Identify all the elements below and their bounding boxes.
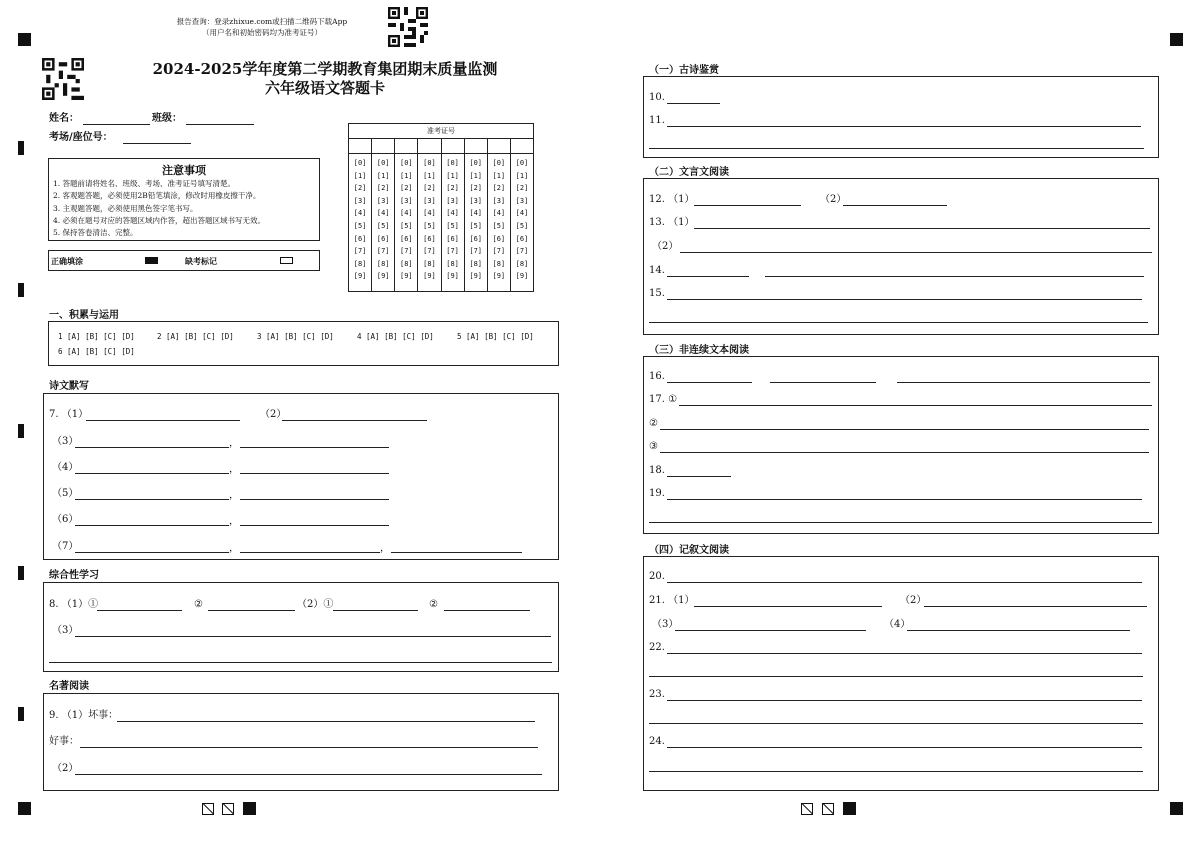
circle-2: ②: [429, 599, 438, 610]
answer-line[interactable]: [660, 429, 1149, 430]
question-8-1: 8. （1）①: [49, 599, 99, 610]
answer-line[interactable]: [675, 630, 866, 631]
question-12-2: （2）: [820, 194, 847, 205]
corner-mark-bottom-right: [1170, 802, 1183, 815]
answer-line[interactable]: [240, 473, 389, 474]
digit-bubble[interactable]: [8]: [492, 259, 506, 268]
report-query-line: 报告查询：登录zhixue.com或扫描二维码下载App: [176, 17, 348, 26]
digit-bubble[interactable]: [7]: [376, 247, 390, 256]
section-heading: （四）记叙文阅读: [649, 545, 729, 556]
question-21-1: 21. （1）: [649, 595, 695, 606]
question-14: 14.: [649, 265, 665, 276]
digit-bubble[interactable]: [5]: [492, 221, 506, 230]
room-seat-field[interactable]: [123, 143, 191, 144]
question-20: 20.: [649, 571, 665, 582]
answer-line[interactable]: [333, 610, 418, 611]
answer-line[interactable]: [667, 747, 1142, 748]
question-7-3: （3）: [52, 436, 79, 447]
digit-bubble[interactable]: [7]: [446, 247, 459, 256]
digit-bubble[interactable]: [2]: [423, 184, 436, 193]
digit-bubble[interactable]: [2]: [376, 184, 390, 193]
mc-question-6[interactable]: 6 [A] [B] [C] [D]: [58, 347, 135, 356]
question-7-6: （6）: [52, 514, 79, 525]
digit-bubble[interactable]: [8]: [469, 259, 483, 268]
correct-fill-label: 正确填涂: [51, 256, 83, 266]
question-19: 19.: [649, 488, 665, 499]
answer-box-poetry: [643, 76, 1159, 158]
question-13-2: （2）: [652, 241, 679, 252]
answer-line[interactable]: [75, 499, 229, 500]
digit-bubble[interactable]: [5]: [469, 221, 483, 230]
mc-question-4[interactable]: 4 [A] [B] [C] [D]: [357, 332, 434, 341]
digit-bubble[interactable]: [3]: [376, 196, 390, 205]
answer-line[interactable]: [667, 103, 720, 104]
answer-line[interactable]: [679, 405, 1152, 406]
answer-line[interactable]: [667, 382, 752, 383]
timing-mark: [18, 283, 24, 297]
mc-question-1[interactable]: 1 [A] [B] [C] [D]: [58, 332, 135, 341]
digit-bubble[interactable]: [6]: [446, 234, 459, 243]
section-heading: 诗文默写: [49, 381, 89, 392]
report-query-note: （用户名和初始密码均为准考证号）: [202, 28, 322, 37]
digit-bubble[interactable]: [8]: [446, 259, 459, 268]
answer-line[interactable]: [240, 552, 380, 553]
digit-bubble[interactable]: [3]: [423, 196, 436, 205]
digit-bubble[interactable]: [6]: [376, 234, 390, 243]
question-23: 23.: [649, 689, 665, 700]
corner-mark-top-right: [1170, 33, 1183, 46]
comma: ，: [380, 543, 390, 554]
digit-bubble[interactable]: [7]: [423, 247, 436, 256]
answer-box-narrative: [643, 556, 1159, 791]
digit-bubble[interactable]: [0]: [469, 159, 483, 167]
digit-bubble[interactable]: [1]: [515, 171, 529, 180]
admission-digit-entry[interactable]: [418, 139, 441, 154]
admission-number-grid[interactable]: [348, 123, 534, 292]
answer-line[interactable]: [694, 228, 1150, 229]
digit-bubble[interactable]: [3]: [515, 196, 529, 205]
question-7-4: （4）: [52, 462, 79, 473]
answer-line[interactable]: [649, 322, 1148, 323]
answer-line[interactable]: [843, 205, 947, 206]
timing-mark: [18, 707, 24, 721]
section-heading: （三）非连续文本阅读: [649, 345, 749, 356]
answer-box-q7: [43, 393, 559, 560]
digit-bubble[interactable]: [1]: [376, 171, 390, 180]
answer-line[interactable]: [907, 630, 1130, 631]
page-subtitle: 六年级语文答题卡: [264, 79, 385, 97]
answer-line[interactable]: [75, 552, 229, 553]
answer-line[interactable]: [660, 452, 1149, 453]
digit-bubble[interactable]: [5]: [399, 221, 413, 230]
answer-box-q9: [43, 693, 559, 791]
mc-question-5[interactable]: 5 [A] [B] [C] [D]: [457, 332, 534, 341]
name-field[interactable]: [83, 124, 150, 125]
digit-bubble[interactable]: [4]: [492, 209, 506, 218]
digit-bubble[interactable]: [2]: [446, 184, 459, 193]
class-label: 班级：: [152, 113, 182, 124]
digit-bubble[interactable]: [4]: [423, 209, 436, 218]
filled-mark-icon: [145, 257, 158, 264]
admission-digit-column: [510, 154, 533, 292]
page-code-mark: [222, 803, 234, 815]
page-code-mark: [202, 803, 214, 815]
admission-digit-entry[interactable]: [349, 139, 372, 154]
answer-line[interactable]: [667, 700, 1142, 701]
comma: ，: [229, 490, 239, 501]
digit-bubble[interactable]: [1]: [423, 171, 436, 180]
answer-line[interactable]: [924, 606, 1147, 607]
question-7-2: （2）: [260, 409, 287, 420]
digit-bubble[interactable]: [7]: [515, 247, 529, 256]
multiple-choice-box: [48, 321, 559, 366]
admission-title: 准考证号: [349, 124, 534, 139]
question-7-7: （7）: [52, 541, 79, 552]
digit-bubble[interactable]: [4]: [353, 209, 367, 218]
circle-2: ②: [194, 599, 203, 610]
timing-mark: [18, 566, 24, 580]
digit-bubble[interactable]: [9]: [376, 272, 390, 281]
answer-line[interactable]: [897, 382, 1150, 383]
answer-line[interactable]: [282, 420, 427, 421]
question-17-3: ③: [649, 441, 658, 452]
name-label: 姓名：: [49, 113, 79, 124]
digit-bubble[interactable]: [3]: [492, 196, 506, 205]
digit-bubble[interactable]: [6]: [492, 234, 506, 243]
qr-code-icon: [388, 7, 428, 47]
section-heading: （一）古诗鉴赏: [649, 65, 719, 76]
digit-bubble[interactable]: [3]: [469, 196, 483, 205]
comma: ，: [229, 464, 239, 475]
digit-bubble[interactable]: [2]: [353, 184, 367, 193]
digit-bubble[interactable]: [5]: [353, 221, 367, 230]
question-10: 10.: [649, 92, 665, 103]
page-code-mark: [822, 803, 834, 815]
notice-item: 3. 主观题答题，必须使用黑色签字笔书写。: [53, 203, 198, 213]
question-21-3: （3）: [652, 619, 679, 630]
question-15: 15.: [649, 288, 665, 299]
answer-line[interactable]: [680, 252, 1152, 253]
digit-bubble[interactable]: [5]: [515, 221, 529, 230]
digit-bubble[interactable]: [3]: [399, 196, 413, 205]
section-heading: （二）文言文阅读: [649, 167, 729, 178]
question-18: 18.: [649, 465, 665, 476]
digit-bubble[interactable]: [9]: [399, 272, 413, 281]
page-code-mark: [243, 802, 256, 815]
absent-mark-label: 缺考标记: [185, 256, 217, 266]
section-heading: 一、积累与运用: [49, 310, 119, 321]
admission-digit-entry[interactable]: [464, 139, 487, 154]
notice-box: [48, 158, 320, 241]
digit-bubble[interactable]: [9]: [423, 272, 436, 281]
digit-bubble[interactable]: [0]: [423, 159, 436, 167]
page-title: 2024-2025学年度第二学期教育集团期末质量监测: [152, 60, 498, 78]
admission-digit-entry[interactable]: [510, 139, 533, 154]
digit-bubble[interactable]: [4]: [515, 209, 529, 218]
question-22: 22.: [649, 642, 665, 653]
question-13-1: 13. （1）: [649, 217, 695, 228]
question-9-good: 好事：: [49, 736, 79, 747]
comma: ，: [229, 543, 239, 554]
digit-bubble[interactable]: [3]: [353, 196, 367, 205]
digit-bubble[interactable]: [0]: [492, 159, 506, 167]
digit-bubble[interactable]: [0]: [376, 159, 390, 167]
question-7-5: （5）: [52, 488, 79, 499]
digit-bubble[interactable]: [0]: [399, 159, 413, 167]
digit-bubble[interactable]: [6]: [469, 234, 483, 243]
question-11: 11.: [649, 115, 665, 126]
admission-digit-entry[interactable]: [441, 139, 464, 154]
admission-digit-column: [395, 154, 418, 292]
question-16: 16.: [649, 371, 665, 382]
digit-bubble[interactable]: [0]: [515, 159, 529, 167]
digit-bubble[interactable]: [4]: [446, 209, 459, 218]
digit-bubble[interactable]: [4]: [399, 209, 413, 218]
class-field[interactable]: [186, 124, 254, 125]
question-7-1: 7. （1）: [49, 409, 89, 420]
admission-digit-entry[interactable]: [487, 139, 510, 154]
answer-line[interactable]: [667, 299, 1142, 300]
answer-line[interactable]: [75, 774, 542, 775]
admission-digit-column: [372, 154, 395, 292]
digit-bubble[interactable]: [9]: [469, 272, 483, 281]
digit-bubble[interactable]: [2]: [469, 184, 483, 193]
admission-digit-column: [487, 154, 510, 292]
answer-box-q8: [43, 582, 559, 672]
admission-digit-entry[interactable]: [372, 139, 395, 154]
answer-line[interactable]: [667, 276, 749, 277]
section-heading: 名著阅读: [49, 681, 89, 692]
digit-bubble[interactable]: [5]: [376, 221, 390, 230]
answer-line[interactable]: [694, 205, 801, 206]
page-code-mark: [801, 803, 813, 815]
page-code-mark: [843, 802, 856, 815]
digit-bubble[interactable]: [7]: [399, 247, 413, 256]
digit-bubble[interactable]: [4]: [376, 209, 390, 218]
admission-digit-column: [464, 154, 487, 292]
digit-bubble[interactable]: [3]: [446, 196, 459, 205]
digit-bubble[interactable]: [1]: [399, 171, 413, 180]
question-8-2: （2）①: [297, 599, 334, 610]
section-heading: 综合性学习: [49, 570, 99, 581]
timing-mark: [18, 141, 24, 155]
digit-bubble[interactable]: [1]: [446, 171, 459, 180]
digit-bubble[interactable]: [6]: [399, 234, 413, 243]
answer-line[interactable]: [240, 447, 389, 448]
question-9-1: 9. （1）坏事：: [49, 710, 119, 721]
room-seat-label: 考场/座位号：: [49, 132, 113, 143]
corner-mark-top-left: [18, 33, 31, 46]
digit-bubble[interactable]: [2]: [399, 184, 413, 193]
question-21-2: （2）: [900, 595, 927, 606]
digit-bubble[interactable]: [6]: [515, 234, 529, 243]
answer-line[interactable]: [667, 582, 1142, 583]
digit-bubble[interactable]: [0]: [446, 159, 459, 167]
question-24: 24.: [649, 736, 665, 747]
answer-line[interactable]: [649, 522, 1152, 523]
corner-mark-bottom-left: [18, 802, 31, 815]
answer-line[interactable]: [75, 447, 229, 448]
answer-line[interactable]: [649, 723, 1143, 724]
fill-legend: [48, 250, 320, 271]
digit-bubble[interactable]: [5]: [446, 221, 459, 230]
digit-bubble[interactable]: [8]: [515, 259, 529, 268]
question-17-1: 17. ①: [649, 394, 678, 405]
absent-mark-checkbox[interactable]: [280, 257, 293, 264]
question-21-4: （4）: [884, 619, 911, 630]
digit-bubble[interactable]: [1]: [469, 171, 483, 180]
question-9-2: （2）: [52, 763, 79, 774]
digit-bubble[interactable]: [5]: [423, 221, 436, 230]
qr-code-icon: [42, 58, 84, 100]
digit-bubble[interactable]: [7]: [492, 247, 506, 256]
digit-bubble[interactable]: [9]: [446, 272, 459, 281]
admission-digit-column: [349, 154, 372, 292]
notice-item: 4. 必须在题号对应的答题区域内作答，超出答题区域书写无效。: [53, 215, 266, 225]
answer-line[interactable]: [694, 606, 882, 607]
answer-line[interactable]: [117, 721, 535, 722]
answer-line[interactable]: [667, 499, 1142, 500]
mc-question-3[interactable]: 3 [A] [B] [C] [D]: [257, 332, 334, 341]
admission-digit-column: [441, 154, 464, 292]
digit-bubble[interactable]: [8]: [399, 259, 413, 268]
notice-item: 2. 客观题答题，必须使用2B铅笔填涂，修改时用橡皮擦干净。: [53, 191, 261, 201]
digit-bubble[interactable]: [6]: [353, 234, 367, 243]
digit-bubble[interactable]: [0]: [353, 159, 367, 167]
answer-line[interactable]: [649, 148, 1144, 149]
digit-bubble[interactable]: [1]: [492, 171, 506, 180]
comma: ，: [229, 438, 239, 449]
answer-line[interactable]: [97, 610, 182, 611]
mc-question-2[interactable]: 2 [A] [B] [C] [D]: [157, 332, 234, 341]
answer-line[interactable]: [75, 525, 229, 526]
digit-bubble[interactable]: [7]: [469, 247, 483, 256]
admission-digit-column: [418, 154, 441, 292]
question-8-3: （3）: [52, 625, 79, 636]
notice-item: 1. 答题前请将姓名、班级、考场、准考证号填写清楚。: [53, 179, 236, 188]
digit-bubble[interactable]: [9]: [492, 272, 506, 281]
timing-mark: [18, 424, 24, 438]
digit-bubble[interactable]: [8]: [423, 259, 436, 268]
notice-item: 5. 保持答卷清洁、完整。: [53, 228, 138, 238]
digit-bubble[interactable]: [9]: [353, 272, 367, 281]
answer-line[interactable]: [649, 771, 1143, 772]
digit-bubble[interactable]: [9]: [515, 272, 529, 281]
admission-digit-entry[interactable]: [395, 139, 418, 154]
answer-line[interactable]: [391, 552, 522, 553]
answer-line[interactable]: [444, 610, 530, 611]
answer-line[interactable]: [75, 636, 551, 637]
answer-line[interactable]: [667, 476, 731, 477]
answer-line[interactable]: [208, 610, 295, 611]
digit-bubble[interactable]: [2]: [492, 184, 506, 193]
answer-line[interactable]: [649, 676, 1143, 677]
answer-line[interactable]: [75, 473, 229, 474]
digit-bubble[interactable]: [4]: [469, 209, 483, 218]
answer-line[interactable]: [667, 653, 1142, 654]
question-12-1: 12. （1）: [649, 194, 695, 205]
answer-line[interactable]: [80, 747, 538, 748]
comma: ，: [229, 516, 239, 527]
answer-line[interactable]: [240, 499, 389, 500]
digit-bubble[interactable]: [7]: [353, 247, 367, 256]
digit-bubble[interactable]: [8]: [353, 259, 367, 268]
digit-bubble[interactable]: [2]: [515, 184, 529, 193]
answer-line[interactable]: [667, 126, 1141, 127]
answer-line[interactable]: [49, 662, 552, 663]
digit-bubble[interactable]: [6]: [423, 234, 436, 243]
answer-box-classical: [643, 178, 1159, 335]
answer-line[interactable]: [770, 382, 876, 383]
answer-line[interactable]: [240, 525, 389, 526]
answer-line[interactable]: [765, 276, 1144, 277]
question-17-2: ②: [649, 418, 658, 429]
digit-bubble[interactable]: [1]: [353, 171, 367, 180]
answer-line[interactable]: [86, 420, 240, 421]
notice-heading: 注意事项: [162, 164, 206, 177]
digit-bubble[interactable]: [8]: [376, 259, 390, 268]
